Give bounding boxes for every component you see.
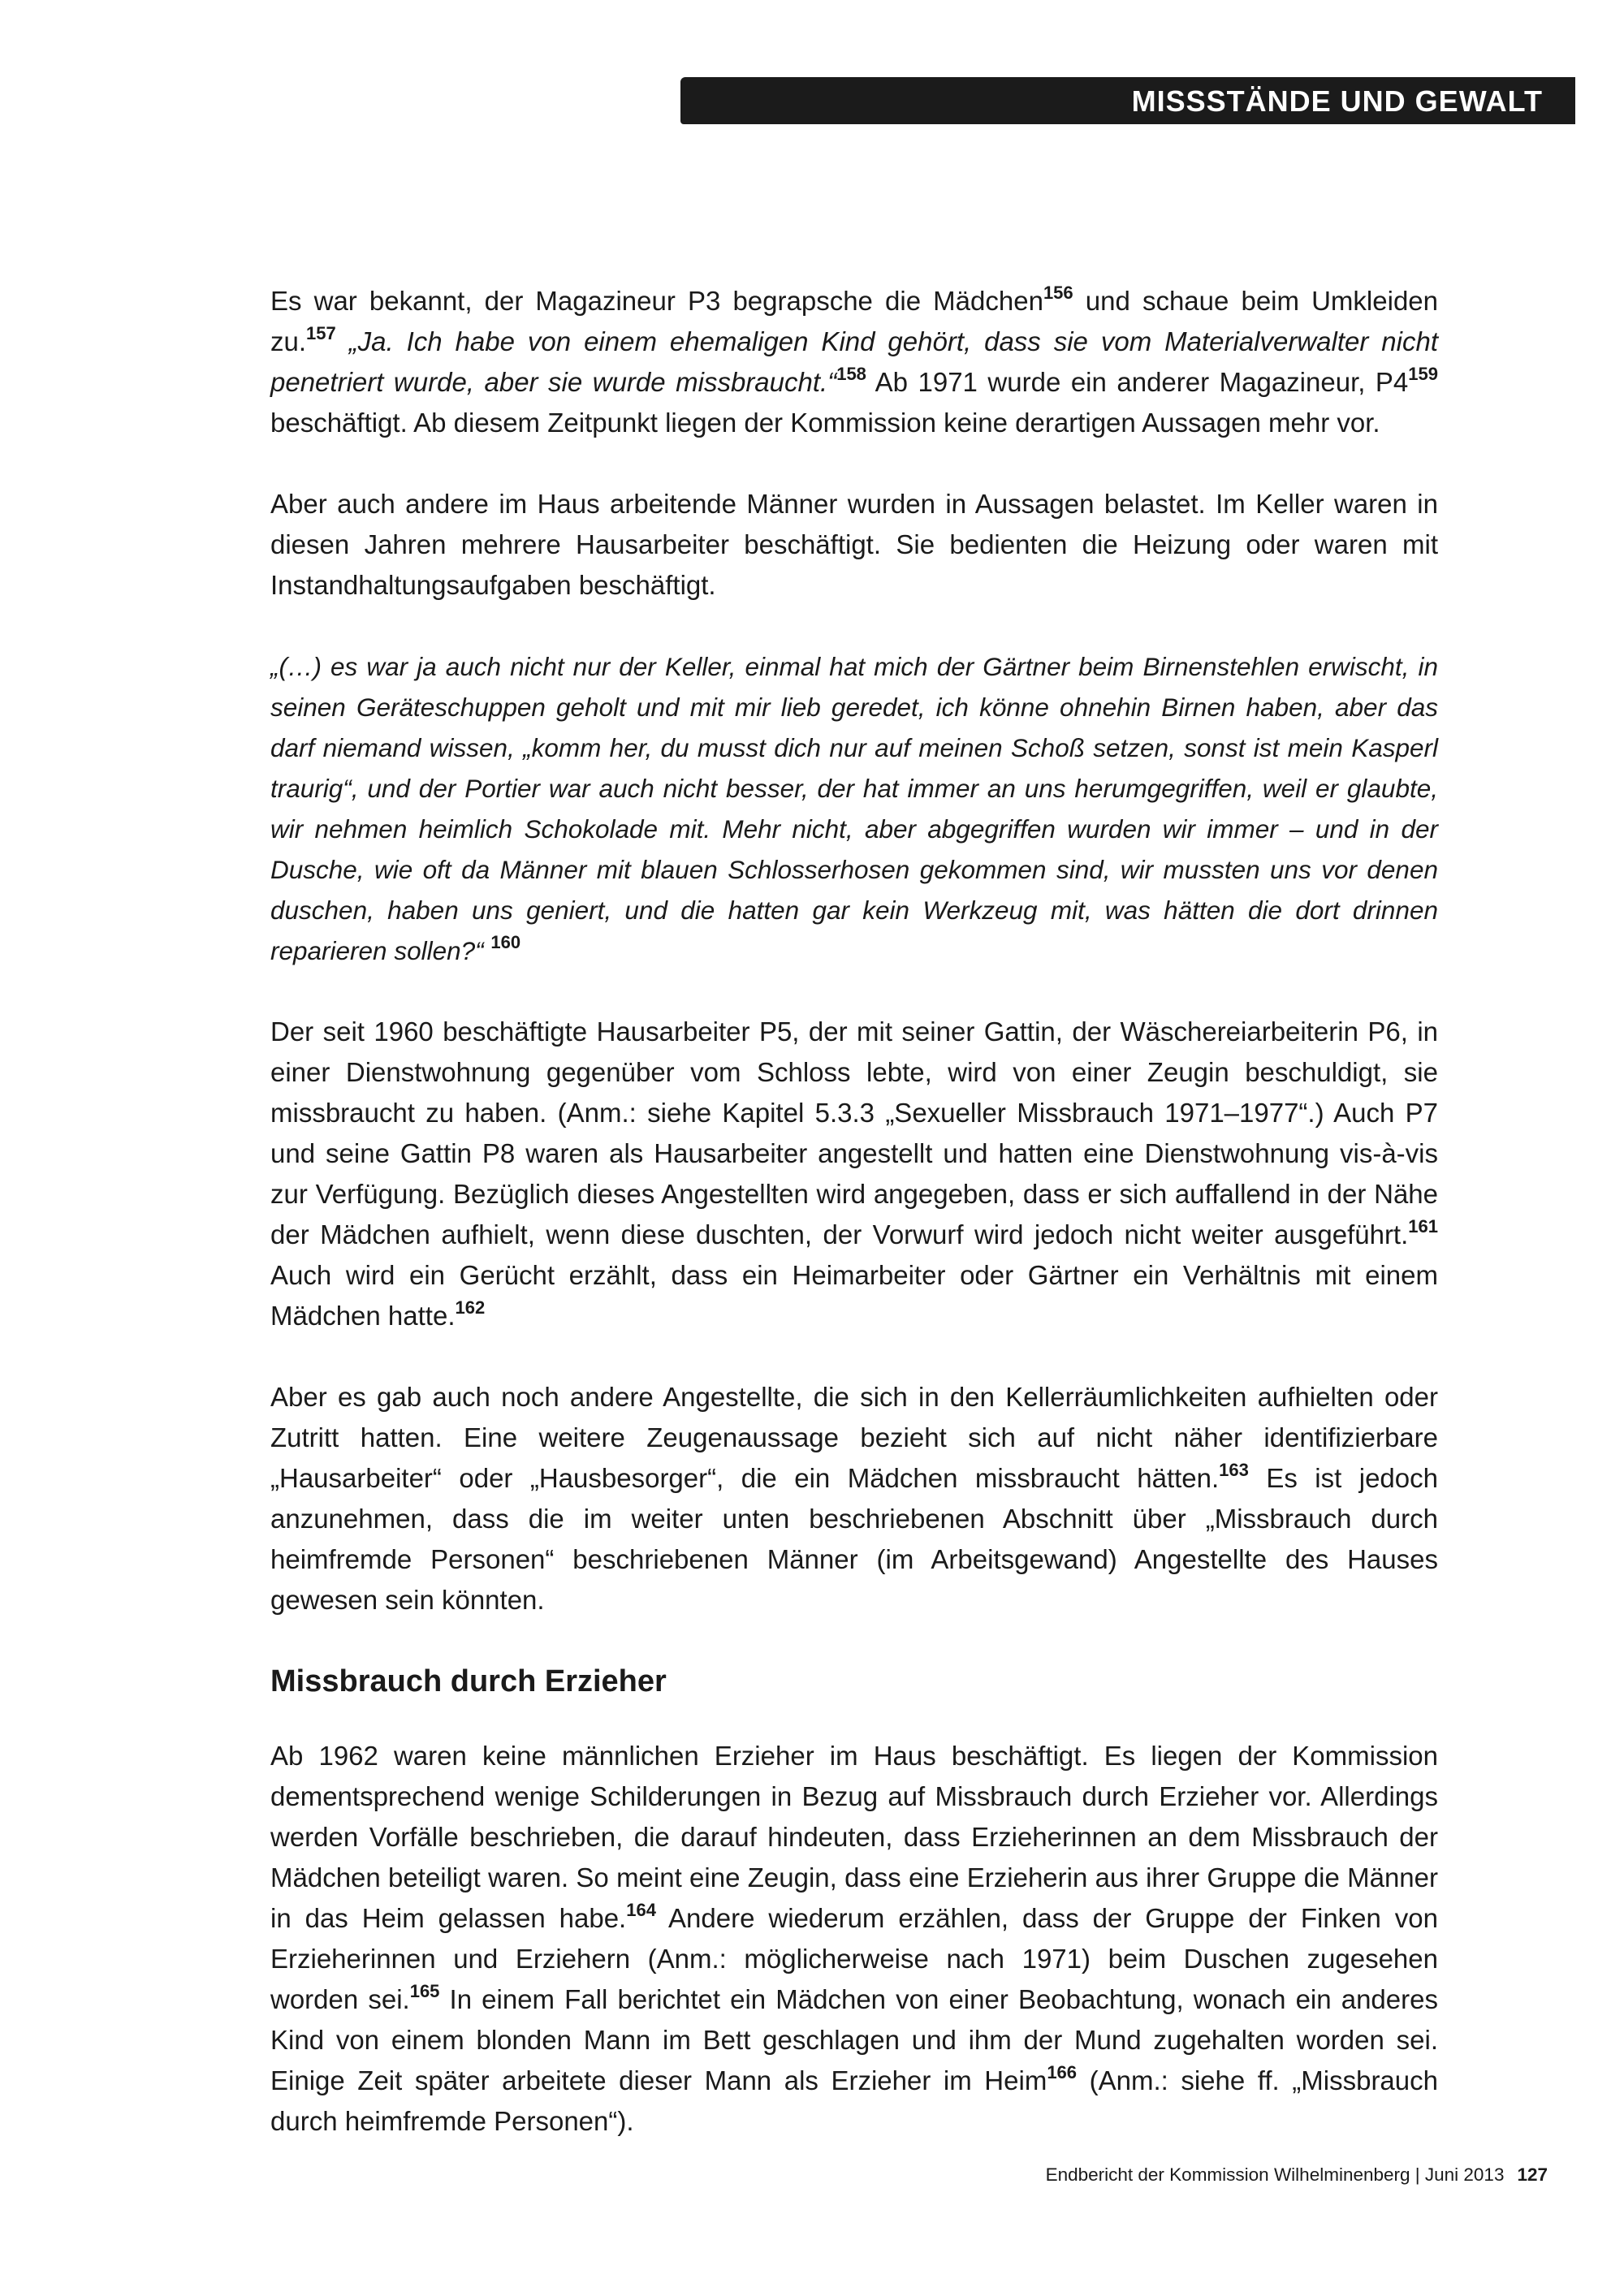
chapter-title: MISSSTÄNDE UND GEWALT [1131,84,1543,118]
p4-text-1: Aber es gab auch noch andere Angestellte, die sich in den Kellerräumlichkeiten aufhielten oder Zutritt hatten. Eine weitere Zeugenaussage bezieht sich auf nicht näher identifizierbare „Hausarbeiter“ oder „Hausbesorger“, die ein Mädchen missbraucht hätten. [270,1382,1438,1493]
p1-quote: „Ja. Ich habe von einem ehemaligen Kind gehört, dass sie vom Materialverwalter nicht penetriert wurde, aber sie wurde missbraucht.“ [270,326,1438,397]
p3-text-1: Der seit 1960 beschäftigte Hausarbeiter P5, der mit seiner Gattin, der Wäschereiarbeiterin P6, in einer Dienstwohnung gegenüber vom Schloss lebte, wird von einer Zeugin beschuldigt, sie missbraucht zu haben. (Anm.: siehe Kapitel 5.3.3 „Sexueller Missbrauch 1971–1977“.) Auch P7 und seine Gattin P8 waren als Hausarbeiter angestellt und hatten eine Dienstwohnung vis-à-vis zur Verfügung. Bezüglich dieses Angestellten wird angegeben, dass er sich auffallend in der Nähe der Mädchen aufhielt, wenn diese duschten, der Vorwurf wird jedoch nicht weiter ausgeführt. [270,1016,1438,1249]
footnote-ref-166[interactable]: 166 [1047,2062,1078,2082]
footnote-ref-162[interactable]: 162 [455,1297,486,1318]
quote-text: „(…) es war ja auch nicht nur der Keller, einmal hat mich der Gärtner beim Birnenstehlen erwischt, in seinen Geräteschuppen geholt und mit mir lieb geredet, ich könne ohnehin Birnen haben, aber das darf niemand wissen, „komm her, du musst dich nur auf meinen Schoß setzen, sonst ist mein Kasperl traurig“, und der Portier war auch nicht besser, der hat immer an uns herumgegriffen, weil er glaubte, wir nehmen heimlich Schokolade mit. Mehr nicht, aber abgegriffen wurden wir immer – und in der Dusche, wie oft da Männer mit blauen Schlosserhosen gekommen sind, wir mussten uns vor denen duschen, haben uns geniert, und die hatten gar kein Werkzeug mit, was hätten die dort drinnen reparieren sollen?“ [270,652,1438,965]
footnote-ref-165[interactable]: 165 [409,1981,440,2001]
p5-text-3: In einem Fall berichtet ein Mädchen von einer Beobachtung, wonach ein anderes Kind von einem blonden Mann im Bett geschlagen und ihm der Mund zugehalten worden sei. Einige Zeit später arbeitete dieser Mann als Erzieher im Heim [270,1984,1438,2095]
page-number: 127 [1517,2164,1548,2185]
p1-text-2: und schaue beim Umkleiden zu. [270,286,1439,356]
section-heading: Missbrauch durch Erzieher [270,1664,667,1698]
paragraph-5 [270,1736,1438,2142]
paragraph-2: Aber auch andere im Haus arbeitende Männer wurden in Aussagen belastet. Im Keller waren in diesen Jahren mehrere Hausarbeiter beschäftigt. Sie bedienten die Heizung oder waren mit Instandhaltungsaufgaben beschäftigt. [270,489,1438,600]
footnote-ref-157[interactable]: 157 [306,323,336,343]
footer-report-title: Endbericht der Kommission Wilhelminenberg | Juni 2013 [1045,2164,1505,2185]
chapter-header-bar [680,77,1575,124]
paragraph-3 [270,1012,1438,1336]
footnote-ref-158[interactable]: 158 [836,364,866,384]
p3-text-2: Auch wird ein Gerücht erzählt, dass ein Heimarbeiter oder Gärtner ein Verhältnis mit einem Mädchen hatte. [270,1260,1438,1331]
p5-text-1: Ab 1962 waren keine männlichen Erzieher im Haus beschäftigt. Es liegen der Kommission dementsprechend wenige Schilderungen in Bezug auf Missbrauch durch Erzieher vor. Allerdings werden Vorfälle beschrieben, die darauf hindeuten, dass Erzieherinnen an dem Missbrauch der Mädchen beteiligt waren. So meint eine Zeugin, dass eine Erzieherin aus ihrer Gruppe die Männer in das Heim gelassen habe. [270,1741,1438,1933]
p1-text-1: Es war bekannt, der Magazineur P3 begrapsche die Mädchen [270,286,1043,316]
footnote-ref-161[interactable]: 161 [1408,1216,1438,1236]
p5-text-4: (Anm.: siehe ff. „Missbrauch durch heimfremde Personen“). [270,2065,1438,2136]
witness-quote [270,646,1438,971]
footnote-ref-164[interactable]: 164 [626,1900,656,1920]
paragraph-1 [270,281,1438,443]
footnote-ref-159[interactable]: 159 [1408,364,1439,384]
page-footer [1046,2164,1548,2186]
p4-text-2: Es ist jedoch anzunehmen, dass die im weiter unten beschriebenen Abschnitt über „Missbrauch durch heimfremde Personen“ beschriebenen Männer (im Arbeitsgewand) Angestellte des Hauses gewesen sein könnten. [270,1463,1438,1615]
footnote-ref-163[interactable]: 163 [1219,1460,1249,1480]
p1-text-5: beschäftigt. Ab diesem Zeitpunkt liegen der Kommission keine derartigen Aussagen mehr vor. [270,408,1380,438]
p5-text-2: Andere wiederum erzählen, dass der Gruppe der Finken von Erzieherinnen und Erziehern (Anm.: möglicherweise nach 1971) beim Duschen zugesehen worden sei. [270,1903,1438,2014]
document-body [270,281,1438,2182]
footnote-ref-160[interactable]: 160 [490,932,521,952]
p1-text-4: Ab 1971 wurde ein anderer Magazineur, P4 [866,367,1409,397]
paragraph-4 [270,1377,1438,1621]
footnote-ref-156[interactable]: 156 [1043,283,1073,303]
